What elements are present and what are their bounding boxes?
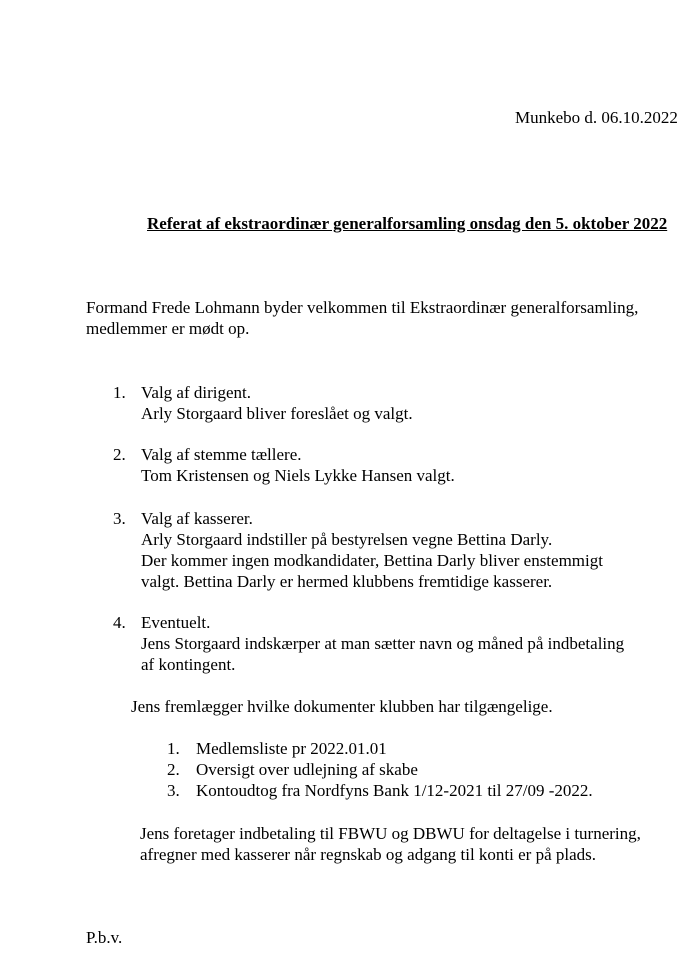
agenda-item-text: Jens Storgaard indskærper at man sætter navn og måned på indbetaling	[141, 634, 625, 653]
signature: P.b.v.	[86, 928, 123, 947]
document-list-item: Kontoudtog fra Nordfyns Bank 1/12-2021 til 27/09 -2022.	[196, 781, 593, 800]
document-list-item: Medlemsliste pr 2022.01.01	[196, 739, 387, 758]
payment-line-1: Jens foretager indbetaling til FBWU og DBWU for deltagelse i turnering,	[140, 824, 641, 843]
document-list-number: 2.	[167, 760, 180, 779]
agenda-item-heading: Eventuelt.	[141, 613, 211, 632]
document-list-number: 3.	[167, 781, 180, 800]
agenda-item-number: 4.	[113, 613, 126, 632]
agenda-item-text: af kontingent.	[141, 655, 236, 674]
agenda-item-text: Arly Storgaard bliver foreslået og valgt.	[141, 404, 413, 423]
agenda-item-heading: Valg af stemme tællere.	[141, 445, 302, 464]
documents-intro: Jens fremlægger hvilke dokumenter klubben har tilgængelige.	[131, 697, 553, 716]
agenda-item-number: 1.	[113, 383, 126, 402]
agenda-item-number: 3.	[113, 509, 126, 528]
payment-line-2: afregner med kasserer når regnskab og adgang til konti er på plads.	[140, 845, 596, 864]
agenda-item-heading: Valg af kasserer.	[141, 509, 253, 528]
intro-line-2: medlemmer er mødt op.	[86, 319, 250, 338]
document-title: Referat af ekstraordinær generalforsamling onsdag den 5. oktober 2022	[147, 214, 668, 233]
document-list-number: 1.	[167, 739, 180, 758]
agenda-item-number: 2.	[113, 445, 126, 464]
intro-line-1: Formand Frede Lohmann byder velkommen til Ekstraordinær generalforsamling,	[86, 298, 639, 317]
date-line: Munkebo d. 06.10.2022	[515, 108, 678, 127]
agenda-item-text: valgt. Bettina Darly er hermed klubbens fremtidige kasserer.	[141, 572, 553, 591]
document-list-item: Oversigt over udlejning af skabe	[196, 760, 418, 779]
agenda-item-heading: Valg af dirigent.	[141, 383, 251, 402]
agenda-item-text: Arly Storgaard indstiller på bestyrelsen vegne Bettina Darly.	[141, 530, 553, 549]
agenda-item-text: Der kommer ingen modkandidater, Bettina Darly bliver enstemmigt	[141, 551, 603, 570]
agenda-item-text: Tom Kristensen og Niels Lykke Hansen valgt.	[141, 466, 455, 485]
